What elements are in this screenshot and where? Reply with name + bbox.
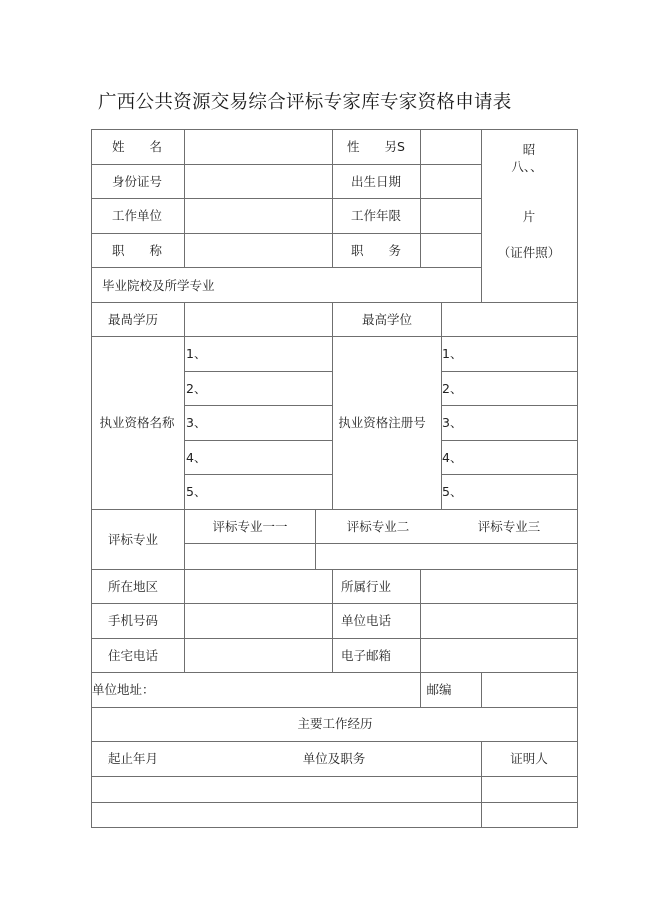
position-field[interactable] xyxy=(421,234,481,267)
page-title: 广西公共资源交易综合评标专家库专家资格申请表 xyxy=(98,92,512,113)
qualification-name-item[interactable] xyxy=(185,406,332,440)
item-number: 5、 xyxy=(442,484,463,499)
region-field[interactable] xyxy=(185,570,332,603)
email-field[interactable] xyxy=(421,639,577,672)
birth-date-field[interactable] xyxy=(421,165,481,198)
item-number: 3、 xyxy=(442,415,463,430)
item-number: 5、 xyxy=(186,484,207,499)
experience-row-2[interactable] xyxy=(92,803,481,827)
email-label: 电子邮箱 xyxy=(340,648,392,663)
specialty-one-label: 评标专业一一 xyxy=(212,519,288,534)
gender-field[interactable] xyxy=(421,130,481,164)
highest-degree-label: 最高学位 xyxy=(361,312,413,327)
specialty-two-label: 评标专业二 xyxy=(346,519,410,534)
postcode-field[interactable] xyxy=(482,673,577,707)
vline xyxy=(91,129,92,828)
qualification-name-item[interactable] xyxy=(185,372,332,405)
qualification-name-item[interactable] xyxy=(185,337,332,371)
item-number: 4、 xyxy=(186,450,207,465)
mobile-label: 手机号码 xyxy=(107,613,159,628)
qualification-reg-item[interactable] xyxy=(442,337,577,371)
period-label: 起止年月 xyxy=(107,751,159,766)
highest-education-field[interactable] xyxy=(185,303,332,336)
vline xyxy=(332,302,333,336)
school-major-label: 毕业院校及所学专业 xyxy=(102,278,215,293)
highest-degree-field[interactable] xyxy=(442,303,577,336)
vline xyxy=(332,569,333,672)
photo-caption: （证件照） xyxy=(497,245,561,260)
name-field[interactable] xyxy=(185,130,332,164)
professional-title-label: 职 称 xyxy=(111,243,163,258)
qualification-reg-label: 执业资格注册号 xyxy=(338,415,426,430)
work-unit-field[interactable] xyxy=(185,199,332,233)
qualification-name-item[interactable] xyxy=(185,475,332,509)
photo-text: 八、、 xyxy=(511,159,543,174)
industry-field[interactable] xyxy=(421,570,577,603)
position-label: 职 务 xyxy=(350,243,402,258)
item-number: 1、 xyxy=(442,346,463,361)
postcode-label: 邮编 xyxy=(426,682,452,697)
qualification-reg-item[interactable] xyxy=(442,441,577,474)
hline xyxy=(91,707,578,708)
unit-position-label: 单位及职务 xyxy=(302,751,366,766)
hline xyxy=(91,741,578,742)
specialty-one-field[interactable] xyxy=(185,544,315,569)
birth-date-label: 出生日期 xyxy=(350,174,402,189)
id-number-field[interactable] xyxy=(185,165,332,198)
experience-section-title: 主要工作经历 xyxy=(297,716,373,731)
address-label: 单位地址： xyxy=(92,682,155,697)
hline xyxy=(91,267,482,268)
experience-witness-1[interactable] xyxy=(482,777,577,802)
address-field[interactable] xyxy=(92,673,420,707)
name-label: 姓 名 xyxy=(111,139,163,154)
work-years-label: 工作年限 xyxy=(350,208,402,223)
item-number: 1、 xyxy=(186,346,207,361)
vline xyxy=(577,129,578,828)
qualification-reg-item[interactable] xyxy=(442,406,577,440)
vline xyxy=(332,129,333,267)
highest-education-label: 最咼学历 xyxy=(107,312,159,327)
mobile-field[interactable] xyxy=(185,604,332,638)
gender-label: 性 另S xyxy=(347,139,405,154)
qualification-name-label: 执业资格名称 xyxy=(99,415,175,430)
id-number-label: 身份证号 xyxy=(111,174,163,189)
qualification-name-item[interactable] xyxy=(185,441,332,474)
specialty-three-label: 评标专业三 xyxy=(477,519,541,534)
item-number: 2、 xyxy=(186,381,207,396)
unit-phone-field[interactable] xyxy=(421,604,577,638)
professional-title-field[interactable] xyxy=(185,234,332,267)
photo-text: 片 xyxy=(522,209,536,224)
specialty-two-three-field[interactable] xyxy=(316,544,577,569)
region-label: 所在地区 xyxy=(107,579,159,594)
hline xyxy=(91,509,578,510)
industry-label: 所属行业 xyxy=(340,579,392,594)
qualification-reg-item[interactable] xyxy=(442,475,577,509)
photo-text: 昭 xyxy=(522,142,536,157)
work-unit-label: 工作单位 xyxy=(111,208,163,223)
item-number: 2、 xyxy=(442,381,463,396)
vline xyxy=(332,336,333,509)
unit-phone-label: 单位电话 xyxy=(340,613,392,628)
home-phone-field[interactable] xyxy=(185,639,332,672)
home-phone-label: 住宅电话 xyxy=(107,648,159,663)
qualification-reg-item[interactable] xyxy=(442,372,577,405)
hline xyxy=(91,827,578,828)
item-number: 3、 xyxy=(186,415,207,430)
work-years-field[interactable] xyxy=(421,199,481,233)
experience-witness-2[interactable] xyxy=(482,803,577,827)
experience-row-1[interactable] xyxy=(92,777,481,802)
item-number: 4、 xyxy=(442,450,463,465)
witness-label: 证明人 xyxy=(510,751,548,766)
specialty-label: 评标专业 xyxy=(107,532,159,547)
vline xyxy=(420,672,421,707)
